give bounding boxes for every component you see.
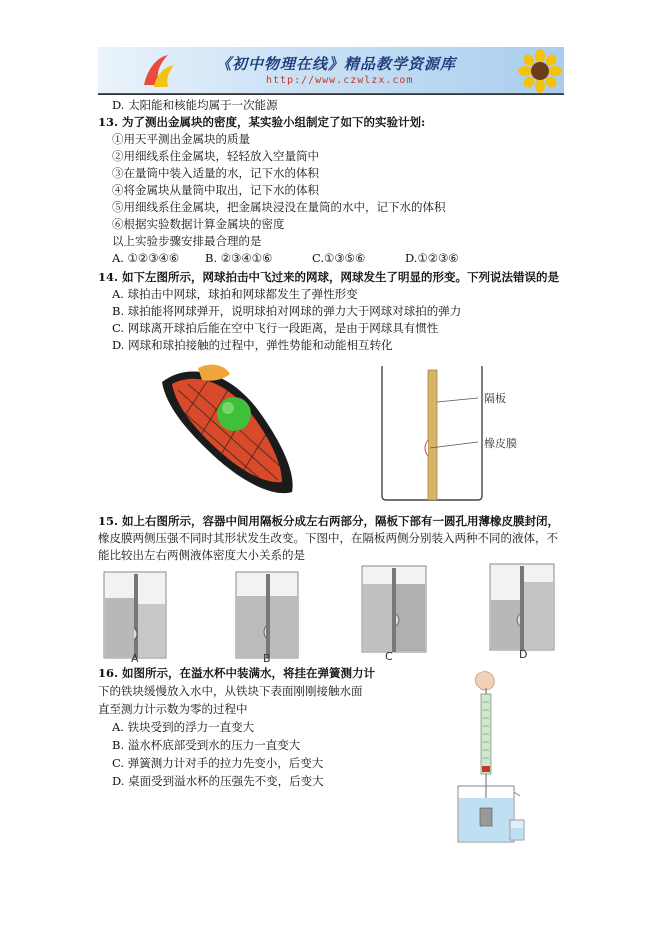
q16-stem-line2: 下的铁块缓慢放入水中，从铁块下表面刚刚接触水面 [98,684,363,698]
q13-step-2: ②用细线系住金属块，轻轻放入空量筒中 [112,149,319,163]
q14-option-c: C. 网球离开球拍后能在空中飞行一段距离，是由于网球具有惯性 [112,321,439,335]
beaker-a-label: A [131,652,139,665]
banner-url: http://www.czwlzx.com [266,75,414,86]
q13-stem-text: 13. 为了测出金属块的密度，某实验小组制定了如下的实验计划: [98,115,426,129]
beaker-d [486,560,558,656]
q13-step-3: ③在量筒中装入适量的水，记下水的体积 [112,166,319,180]
q14-stem-text: 14. 如下左图所示，网球拍击中飞过来的网球，网球发生了明显的形变。下列说法错误的是 [98,270,560,284]
beaker-b-label: B [263,652,271,665]
q13-option-d: D.①②③⑥ [405,251,459,265]
q13-step-5: ⑤用细线系住金属块，把金属块浸没在量筒的水中，记下水的体积 [112,200,446,214]
spring-scale-overflow-cup-figure [448,668,534,844]
beaker-b [232,568,302,664]
container-partition-figure [378,362,528,504]
beaker-d-label: D [519,648,528,661]
q14-option-b: B. 球拍能将网球弹开，说明球拍对网球的弹力大于网球对球拍的弹力 [112,304,462,318]
beaker-a [100,568,170,664]
partition-label: 隔板 [484,392,506,405]
q16-option-a: A. 铁块受到的浮力一直变大 [112,720,255,734]
q14-option-d: D. 网球和球拍接触的过程中，弹性势能和动能相互转化 [112,338,393,352]
q13-option-c: C.①③⑤⑥ [312,251,366,265]
header-banner [98,47,564,94]
q13-step-1: ①用天平测出金属块的质量 [112,132,250,146]
q16-option-c: C. 弹簧测力计对手的拉力先变小，后变大 [112,756,324,770]
logo-icon [138,51,178,91]
beaker-c-label: C [385,650,393,663]
q13-option-b: B. ②③④①⑥ [205,251,273,265]
sunflower-icon [518,49,562,93]
q16-stem-text: 16. 如图所示，在溢水杯中装满水，将挂在弹簧测力计 [98,666,376,680]
q14-stem [98,270,559,285]
banner-title: 《初中物理在线》精品教学资源库 [216,55,457,73]
q12-option-d: D. 太阳能和核能均属于一次能源 [112,98,278,112]
q13-step-4: ④将金属块从量筒中取出，记下水的体积 [112,183,319,197]
q15-stem-line3: 能比较出左右两侧液体密度大小关系的是 [98,548,305,562]
header-rule [98,94,564,95]
beaker-c [358,562,430,658]
q13-option-a: A. ①②③④⑥ [112,251,180,265]
q16-stem-line1 [98,666,375,681]
q14-option-a: A. 球拍击中网球，球拍和网球都发生了弹性形变 [112,287,358,301]
q16-option-d: D. 桌面受到溢水杯的压强先不变，后变大 [112,774,324,788]
q13-question: 以上实验步骤安排最合理的是 [112,234,262,248]
q15-stem-line1 [98,514,559,529]
q15-stem-line2: 橡皮膜两侧压强不同时其形状发生改变。下图中，在隔板两侧分别装入两种不同的液体，不 [98,531,558,545]
tennis-racket-figure [158,360,300,500]
q15-stem-text: 15. 如上右图所示，容器中间用隔板分成左右两部分，隔板下部有一圆孔用薄橡皮膜封闭， [98,514,560,528]
q16-option-b: B. 溢水杯底部受到水的压力一直变大 [112,738,301,752]
q16-stem-line3: 直至测力计示数为零的过程中 [98,702,248,716]
q13-stem [98,115,425,130]
membrane-label: 橡皮膜 [484,437,517,450]
q13-step-6: ⑥根据实验数据计算金属块的密度 [112,217,285,231]
